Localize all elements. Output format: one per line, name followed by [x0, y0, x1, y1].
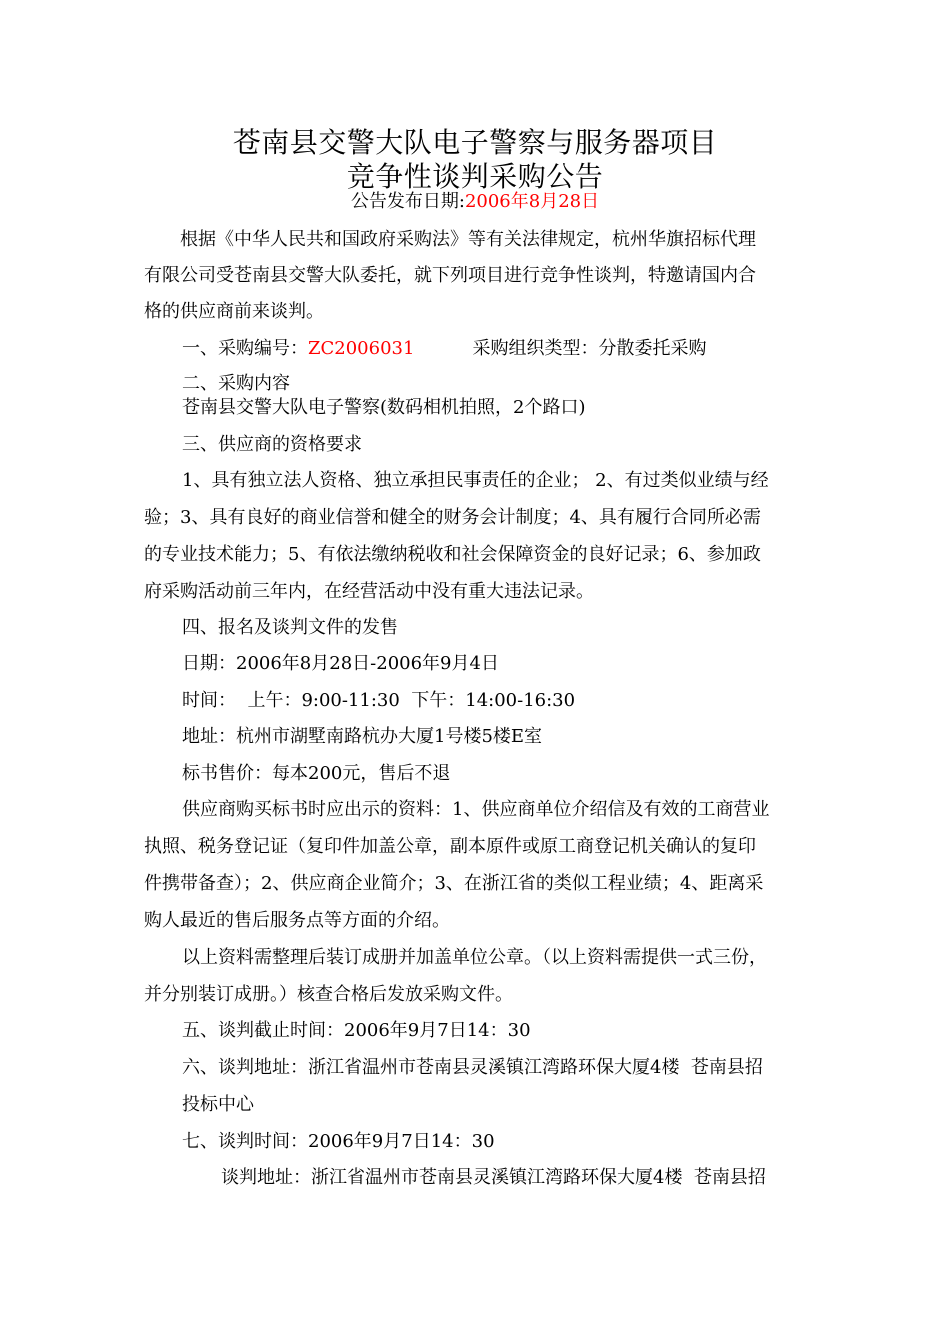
section-7: 七、谈判时间：2006年9月7日14：30: [182, 1131, 495, 1152]
sale-date: 日期：2006年8月28日-2006年9月4日: [182, 653, 499, 674]
section-3-heading: 三、供应商的资格要求: [182, 434, 362, 455]
intro-line-3: 格的供应商前来谈判。: [144, 301, 324, 322]
section-4-heading: 四、报名及谈判文件的发售: [182, 617, 398, 638]
materials-line-1: 供应商购买标书时应出示的资料：1、供应商单位介绍信及有效的工商营业: [182, 799, 770, 820]
section-6-line-1: 六、谈判地址：浙江省温州市苍南县灵溪镇江湾路环保大厦4楼 苍南县招: [182, 1057, 763, 1078]
section-2-content: 苍南县交警大队电子警察(数码相机拍照，2个路口): [182, 397, 586, 418]
procurement-number-label: 一、采购编号：: [182, 338, 308, 359]
note-line-1: 以上资料需整理后装订成册并加盖单位公章。（以上资料需提供一式三份，: [182, 947, 767, 968]
qualification-line-2: 验；3、具有良好的商业信誉和健全的财务会计制度；4、具有履行合同所必需: [144, 507, 761, 528]
procurement-number: ZC2006031: [308, 338, 415, 359]
note-line-2: 并分别装订成册。）核查合格后发放采购文件。: [144, 984, 513, 1005]
section-1: [144, 337, 862, 361]
materials-line-3: 件携带备查）；2、供应商企业简介；3、在浙江省的类似工程业绩；4、距离采: [144, 873, 764, 894]
publish-date-label: 公告发布日期:: [350, 191, 465, 212]
intro-line-1: 根据《中华人民共和国政府采购法》等有关法律规定，杭州华旗招标代理: [180, 229, 756, 250]
procurement-type: 采购组织类型：分散委托采购: [472, 338, 707, 359]
publish-date-value: 2006年8月28日: [464, 191, 600, 212]
materials-line-4: 购人最近的售后服务点等方面的介绍。: [144, 910, 450, 931]
qualification-line-1: 1、具有独立法人资格、独立承担民事责任的企业； 2、有过类似业绩与经: [182, 470, 769, 491]
sale-price: 标书售价：每本200元，售后不退: [182, 763, 451, 784]
materials-line-2: 执照、税务登记证（复印件加盖公章，副本原件或原工商登记机关确认的复印: [144, 836, 756, 857]
qualification-line-4: 府采购活动前三年内，在经营活动中没有重大违法记录。: [144, 581, 594, 602]
section-7-address: 谈判地址：浙江省温州市苍南县灵溪镇江湾路环保大厦4楼 苍南县招: [221, 1167, 766, 1188]
section-2-heading: 二、采购内容: [182, 373, 290, 394]
section-5: 五、谈判截止时间：2006年9月7日14：30: [182, 1020, 531, 1041]
title-line-2: 竞争性谈判采购公告: [346, 160, 604, 193]
sale-time: 时间： 上午：9:00-11:30 下午：14:00-16:30: [182, 690, 576, 711]
sale-address: 地址：杭州市湖墅南路杭办大厦1号楼5楼E室: [182, 726, 543, 747]
section-6-line-2: 投标中心: [182, 1094, 254, 1115]
publish-date: [0, 190, 950, 214]
qualification-line-3: 的专业技术能力；5、有依法缴纳税收和社会保障资金的良好记录；6、参加政: [144, 544, 761, 565]
title-line-1: 苍南县交警大队电子警察与服务器项目: [232, 126, 718, 159]
intro-line-2: 有限公司受苍南县交警大队委托，就下列项目进行竞争性谈判，特邀请国内合: [144, 265, 756, 286]
